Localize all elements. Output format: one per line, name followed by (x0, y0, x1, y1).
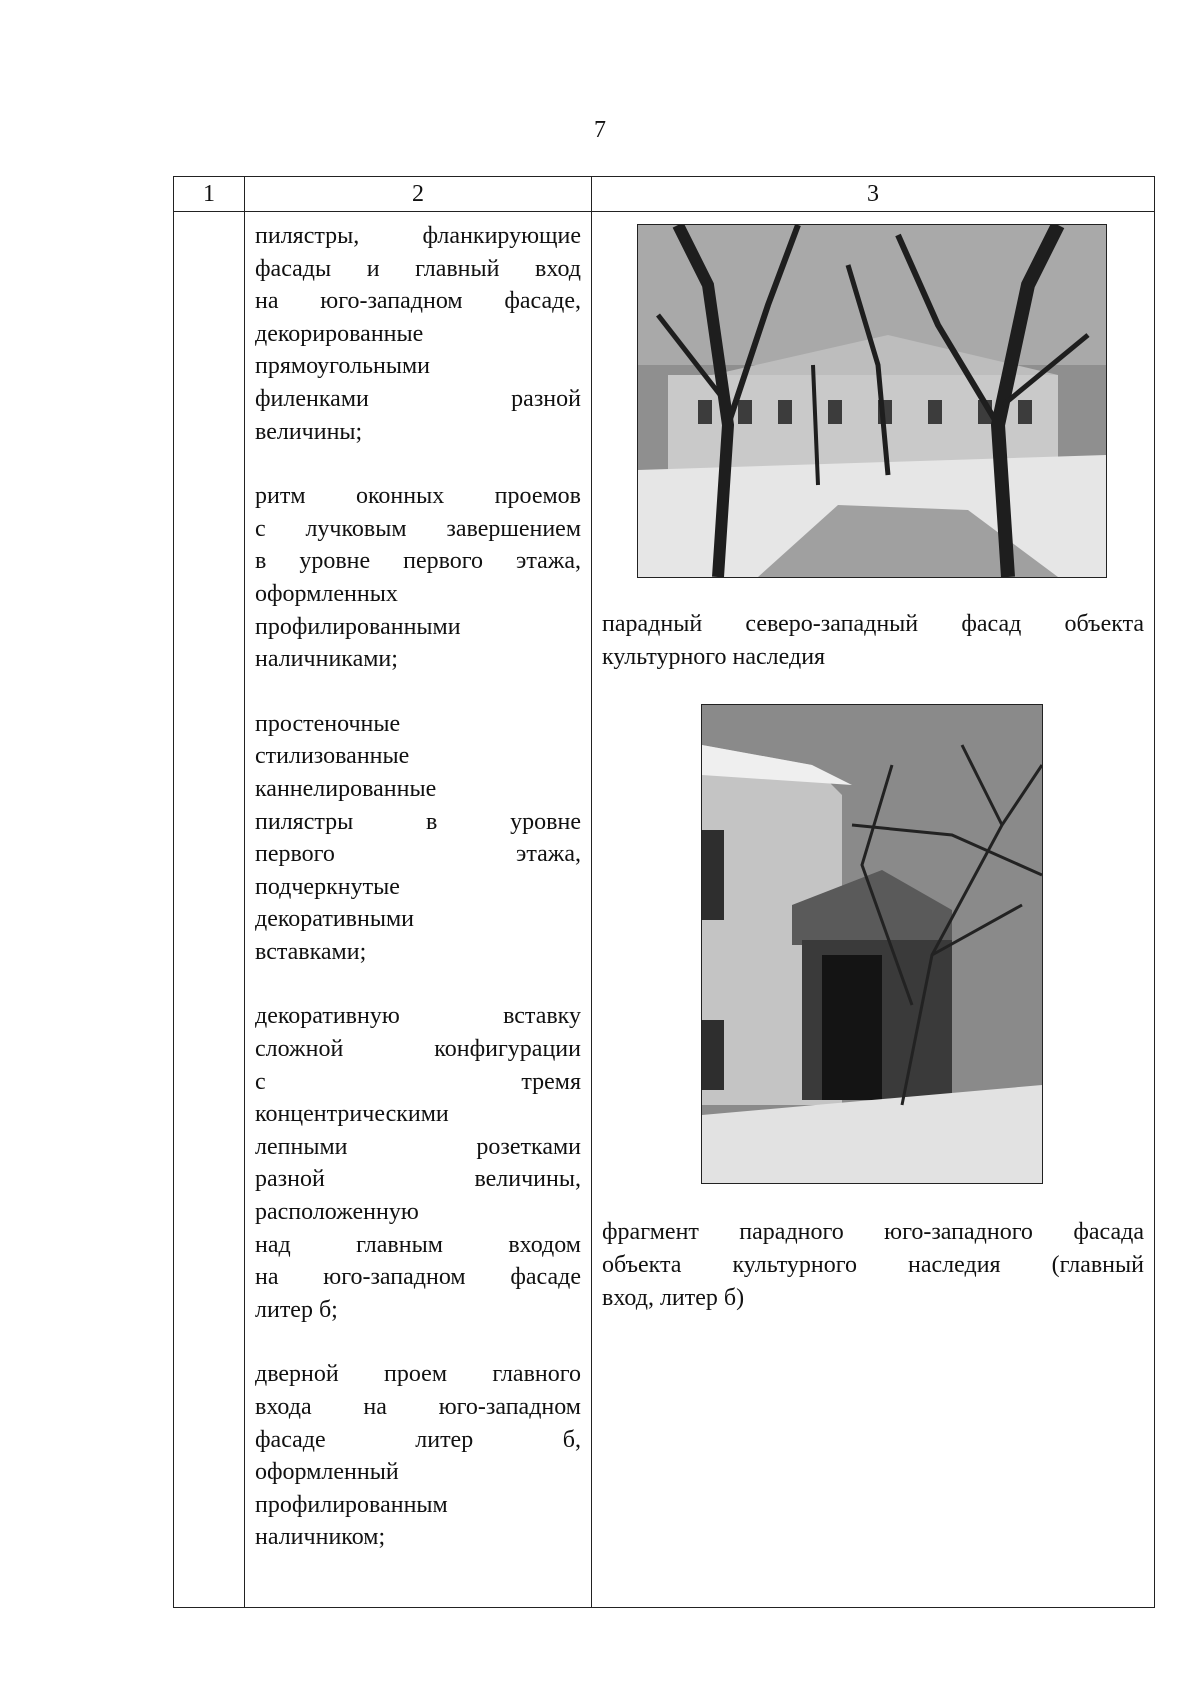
caption-line: парадный северо-западный фасад объекта (602, 611, 1144, 637)
feature-line: пилястры, фланкирующие (255, 223, 581, 249)
caption-northwest-facade (602, 608, 1144, 674)
caption-main-entrance (602, 1216, 1144, 1315)
feature-paragraph (255, 1358, 581, 1554)
winter-building-photo (638, 225, 1106, 577)
feature-line: дверной проем главного (255, 1361, 581, 1388)
feature-line: филенками разной (255, 385, 581, 412)
feature-line: лепными розетками (255, 1133, 581, 1160)
caption-line: вход, литер б) (602, 1285, 745, 1311)
photo-main-entrance (701, 704, 1043, 1184)
feature-line: профилированным (255, 1491, 448, 1518)
feature-line: концентрическими (255, 1101, 449, 1128)
feature-line: с тремя (255, 1068, 581, 1095)
feature-line: пилястры в уровне (255, 808, 581, 835)
feature-line: сложной конфигурации (255, 1036, 581, 1063)
feature-line: прямоугольными (255, 353, 431, 380)
feature-line: подчеркнутые (255, 873, 400, 900)
feature-line: разной величины, (255, 1166, 581, 1193)
table-header-row (174, 177, 1155, 212)
feature-line: простеночные (255, 710, 401, 737)
caption-line: объекта культурного наследия (главный (602, 1252, 1144, 1278)
feature-line: ритм оконных проемов (255, 483, 581, 510)
feature-line: первого этажа, (255, 841, 581, 868)
entrance-photo (702, 705, 1042, 1183)
body-col-2 (245, 212, 592, 1608)
feature-line: декоративными (255, 906, 414, 933)
feature-line: профилированными (255, 613, 461, 640)
header-col-2: 2 (245, 177, 592, 212)
photo-column (592, 212, 1154, 1315)
caption-line: культурного наследия (602, 644, 826, 670)
feature-paragraph (255, 708, 581, 969)
feature-line: над главным входом (255, 1231, 581, 1258)
feature-list (245, 212, 591, 1554)
caption-line: фрагмент парадного юго-западного фасада (602, 1219, 1144, 1245)
header-col-3: 3 (592, 177, 1155, 212)
table-body-row (174, 212, 1155, 1608)
feature-line: на юго-западном фасаде, (255, 288, 581, 315)
feature-line: фасаде литер б, (255, 1426, 581, 1453)
feature-line: входа на юго-западном (255, 1394, 581, 1420)
feature-line: каннелированные (255, 775, 437, 802)
feature-line: расположенную (255, 1199, 419, 1226)
feature-line: литер б; (255, 1296, 338, 1323)
feature-line: наличником; (255, 1524, 386, 1551)
heritage-table (173, 176, 1155, 1608)
feature-line: наличниками; (255, 646, 398, 673)
feature-line: стилизованные (255, 743, 410, 770)
feature-line: с лучковым завершением (255, 515, 581, 542)
feature-line: на юго-западном фасаде (255, 1264, 581, 1291)
feature-line: оформленный (255, 1459, 399, 1486)
header-col-1: 1 (174, 177, 245, 212)
feature-line: величины; (255, 418, 363, 445)
page-number: 7 (594, 117, 606, 143)
feature-paragraph (255, 220, 581, 448)
feature-line: декорированные (255, 320, 424, 347)
feature-paragraph (255, 1000, 581, 1326)
body-col-1 (174, 212, 245, 1608)
body-col-3 (592, 212, 1155, 1608)
feature-paragraph (255, 480, 581, 676)
feature-line: в уровне первого этажа, (255, 548, 581, 575)
feature-line: фасады и главный вход (255, 255, 581, 282)
photo-northwest-facade (637, 224, 1107, 578)
feature-line: вставками; (255, 938, 367, 965)
feature-line: оформленных (255, 580, 398, 607)
feature-line: декоративную вставку (255, 1003, 581, 1030)
